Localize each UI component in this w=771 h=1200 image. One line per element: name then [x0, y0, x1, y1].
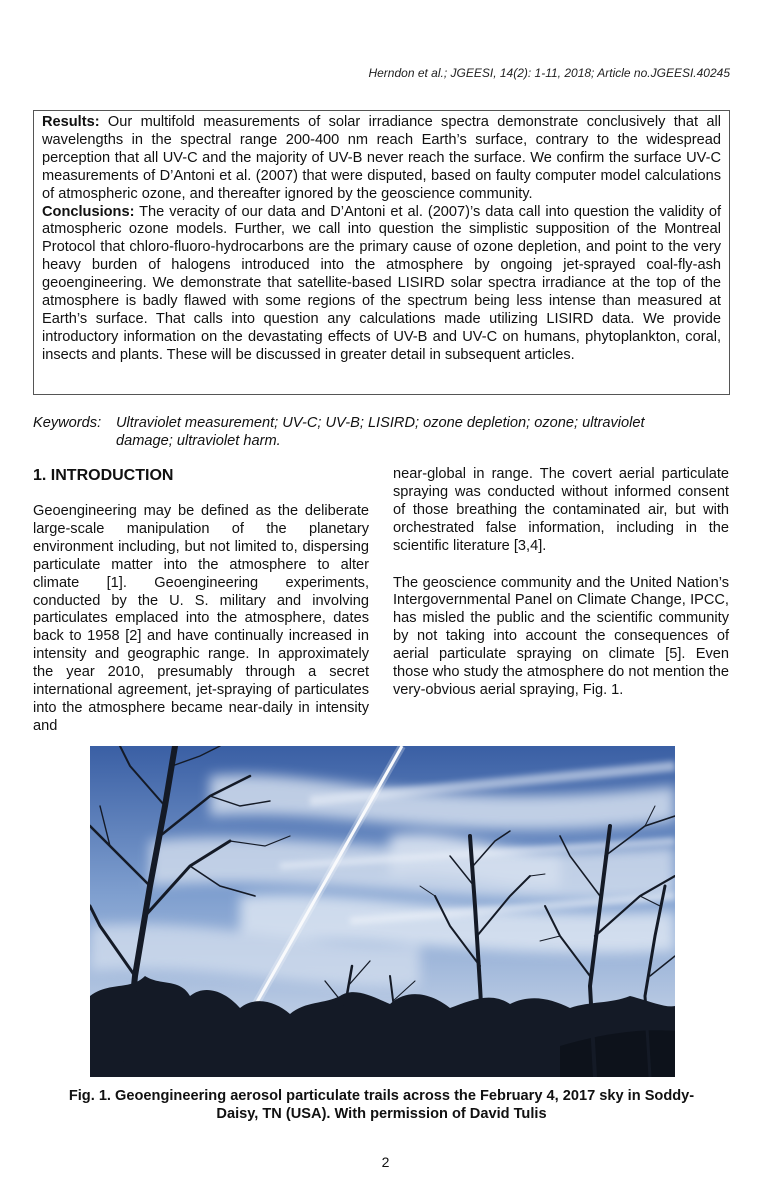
conclusions-text: The veracity of our data and D’Antoni et al. (2007)’s data call into question the validity of atmospheric ozone models. Further, we call into question the simplistic supposition of the Montreal Protocol that chloro-fluoro-hydrocarbons are the primary cause of ozone depletion, and point to the very heavy burden of halogens introduced into the atmosphere by ongoing jet-sprayed coal-fly-ash geoengineering. We demonstrate that satellite-based LISIRD solar spectra irradiance at the top of the atmosphere is badly flawed with some regions of the spectrum being less intense than measured at Earth’s surface. That calls into question any calculations made utilizing LISIRD data. We provide introductory information on the devastating effects of UV-B and UV-C on humans, phytoplankton, coral, insects and plants. These will be discussed in greater detail in subsequent articles.	[42, 203, 721, 363]
keywords	[33, 414, 730, 450]
caption-line-1: Fig. 1. Geoengineering aerosol particulate trails across the February 4, 2017 sky in Soddy-	[68, 1088, 695, 1104]
figure-caption	[33, 1087, 730, 1123]
intro-paragraph-2: near-global in range. The covert aerial particulate spraying was conducted without informed consent of those breathing the contaminated air, but with orchestrated false information, including in the scientific literature [3,4].	[393, 466, 729, 554]
results-label: Results:	[42, 114, 100, 130]
results-text: Our multifold measurements of solar irradiance spectra demonstrate conclusively that all wavelengths in the spectral range 200-400 nm reach Earth’s surface, contrary to the widespread perception that all UV-C and the majority of UV-B never reach the surface. We confirm the surface UV-C measurements of D’Antoni et al. (2007) that were disputed, based on faulty computer model calculations of atmospheric ozone, and thereafter ignored by the geoscience community.	[42, 114, 721, 202]
right-column	[393, 466, 729, 719]
page-number: 2	[381, 1154, 390, 1170]
intro-paragraph-3: The geoscience community and the United Nation’s Intergovernmental Panel on Climate Change, IPCC, has misled the public and the scientific community by not taking into account the consequences of aerial particulate spraying on climate [5]. Even those who study the atmosphere do not mention the very-obvious aerial spraying, Fig. 1.	[393, 574, 729, 698]
abstract-conclusions	[42, 204, 721, 365]
running-header: Herndon et al.; JGEESI, 14(2): 1-11, 2018; Article no.JGEESI.40245	[368, 66, 730, 80]
keywords-label: Keywords:	[33, 415, 102, 431]
sky-photo-image	[90, 746, 675, 1077]
figure-sky-photo	[90, 746, 675, 1077]
section-heading: 1. INTRODUCTION	[33, 467, 174, 484]
intro-paragraph-1: Geoengineering may be defined as the deliberate large-scale manipulation of the planetary environment including, but not limited to, dispersing particulate matter into the atmosphere to alter climate [1]. Geoengineering experiments, conducted by the U. S. military and involving particulates emplaced into the atmosphere, dates back to 1958 [2] and have continually increased in intensity and geographic range. In approximately the year 2010, presumably through a secret international agreement, jet-spraying of particulates into the atmosphere became near-daily in intensity and	[33, 503, 369, 734]
abstract-box	[33, 110, 730, 395]
keywords-line-2: damage; ultraviolet harm.	[116, 433, 281, 449]
left-column	[33, 466, 369, 755]
conclusions-label: Conclusions:	[42, 203, 135, 220]
keywords-line-1: Ultraviolet measurement; UV-C; UV-B; LISIRD; ozone depletion; ozone; ultraviolet	[116, 415, 645, 431]
abstract-results	[42, 114, 721, 204]
caption-line-2: Daisy, TN (USA). With permission of David Tulis	[216, 1106, 547, 1122]
